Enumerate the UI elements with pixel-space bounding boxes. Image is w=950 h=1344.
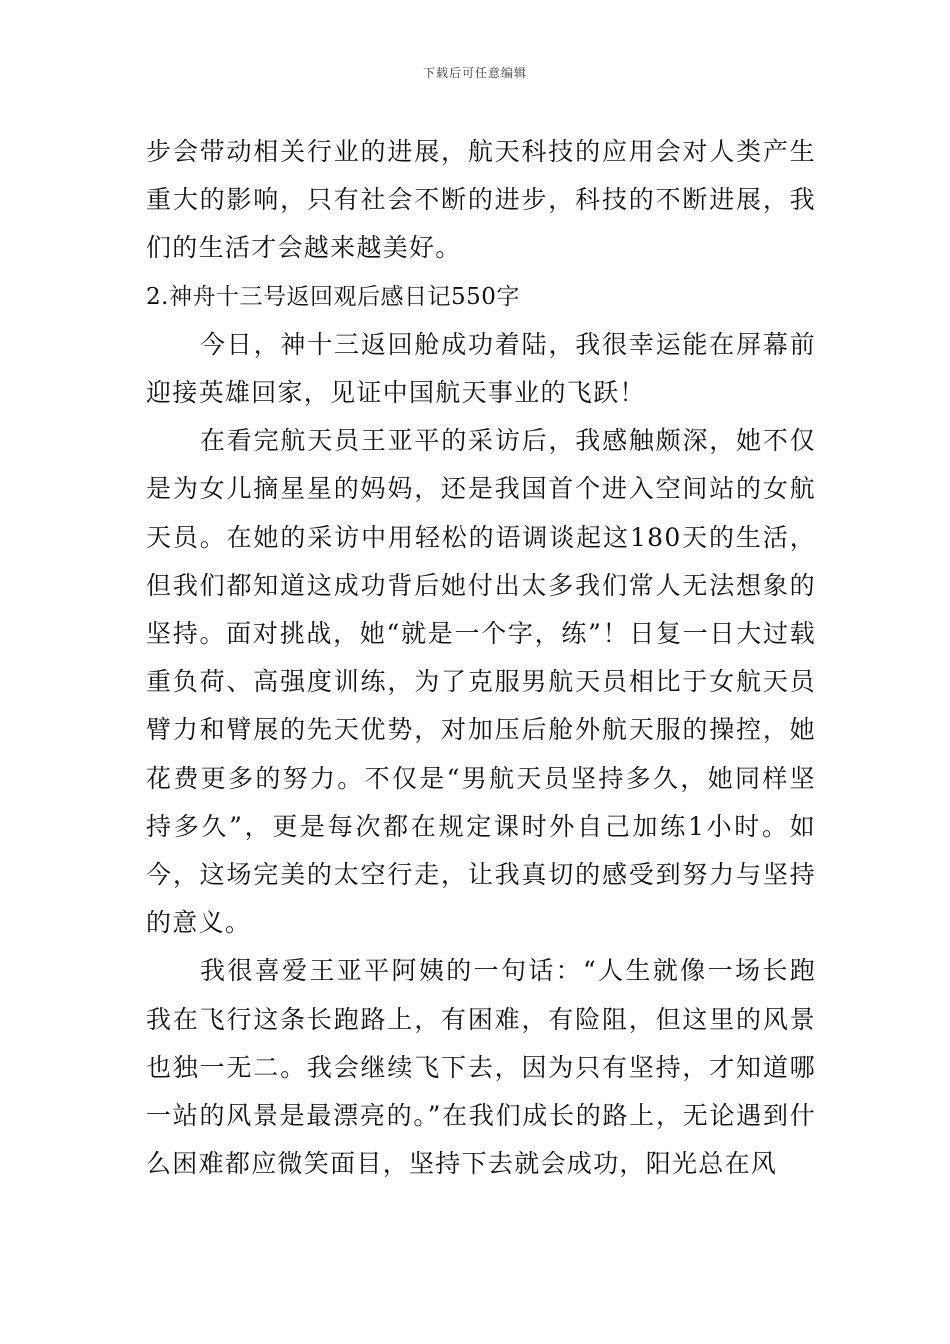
page-header-note: 下载后可任意编辑 — [422, 66, 527, 80]
document-body — [146, 128, 816, 1188]
body-paragraph-1: 今日，神十三返回舱成功着陆，我很幸运能在屏幕前迎接英雄回家，见证中国航天事业的飞跃！ — [146, 329, 816, 408]
section-heading: 2.神舟十三号返回观后感日记550字 — [146, 283, 520, 310]
continuation-paragraph: 步会带动相关行业的进展，航天科技的应用会对人类产生重大的影响，只有社会不断的进步，科技的不断进展，我们的生活才会越来越美好。 — [146, 137, 816, 263]
body-paragraph-3: 我很喜爱王亚平阿姨的一句话：“人生就像一场长跑我在飞行这条长跑路上，有困难，有险阻，但这里的风景也独一无二。我会继续飞下去，因为只有坚持，才知道哪一站的风景是最漂亮的。”在我们成长的路上，无论遇到什么困难都应微笑面目，坚持下去就会成功，阳光总在风 — [146, 956, 816, 1179]
body-paragraph-2: 在看完航天员王亚平的采访后，我感触颇深，她不仅是为女儿摘星星的妈妈，还是我国首个进入空间站的女航天员。在她的采访中用轻松的语调谈起这180天的生活，但我们都知道这成功背后她付出太多我们常人无法想象的坚持。面对挑战，她“就是一个字，练”！日复一日大过载重负荷、高强度训练，为了克服男航天员相比于女航天员臂力和臂展的先天优势，对加压后舱外航天服的操控，她花费更多的努力。不仅是“男航天员坚持多久，她同样坚持多久”，更是每次都在规定课时外自己加练1小时。如今，这场完美的太空行走，让我真切的感受到努力与坚持的意义。 — [146, 426, 816, 938]
